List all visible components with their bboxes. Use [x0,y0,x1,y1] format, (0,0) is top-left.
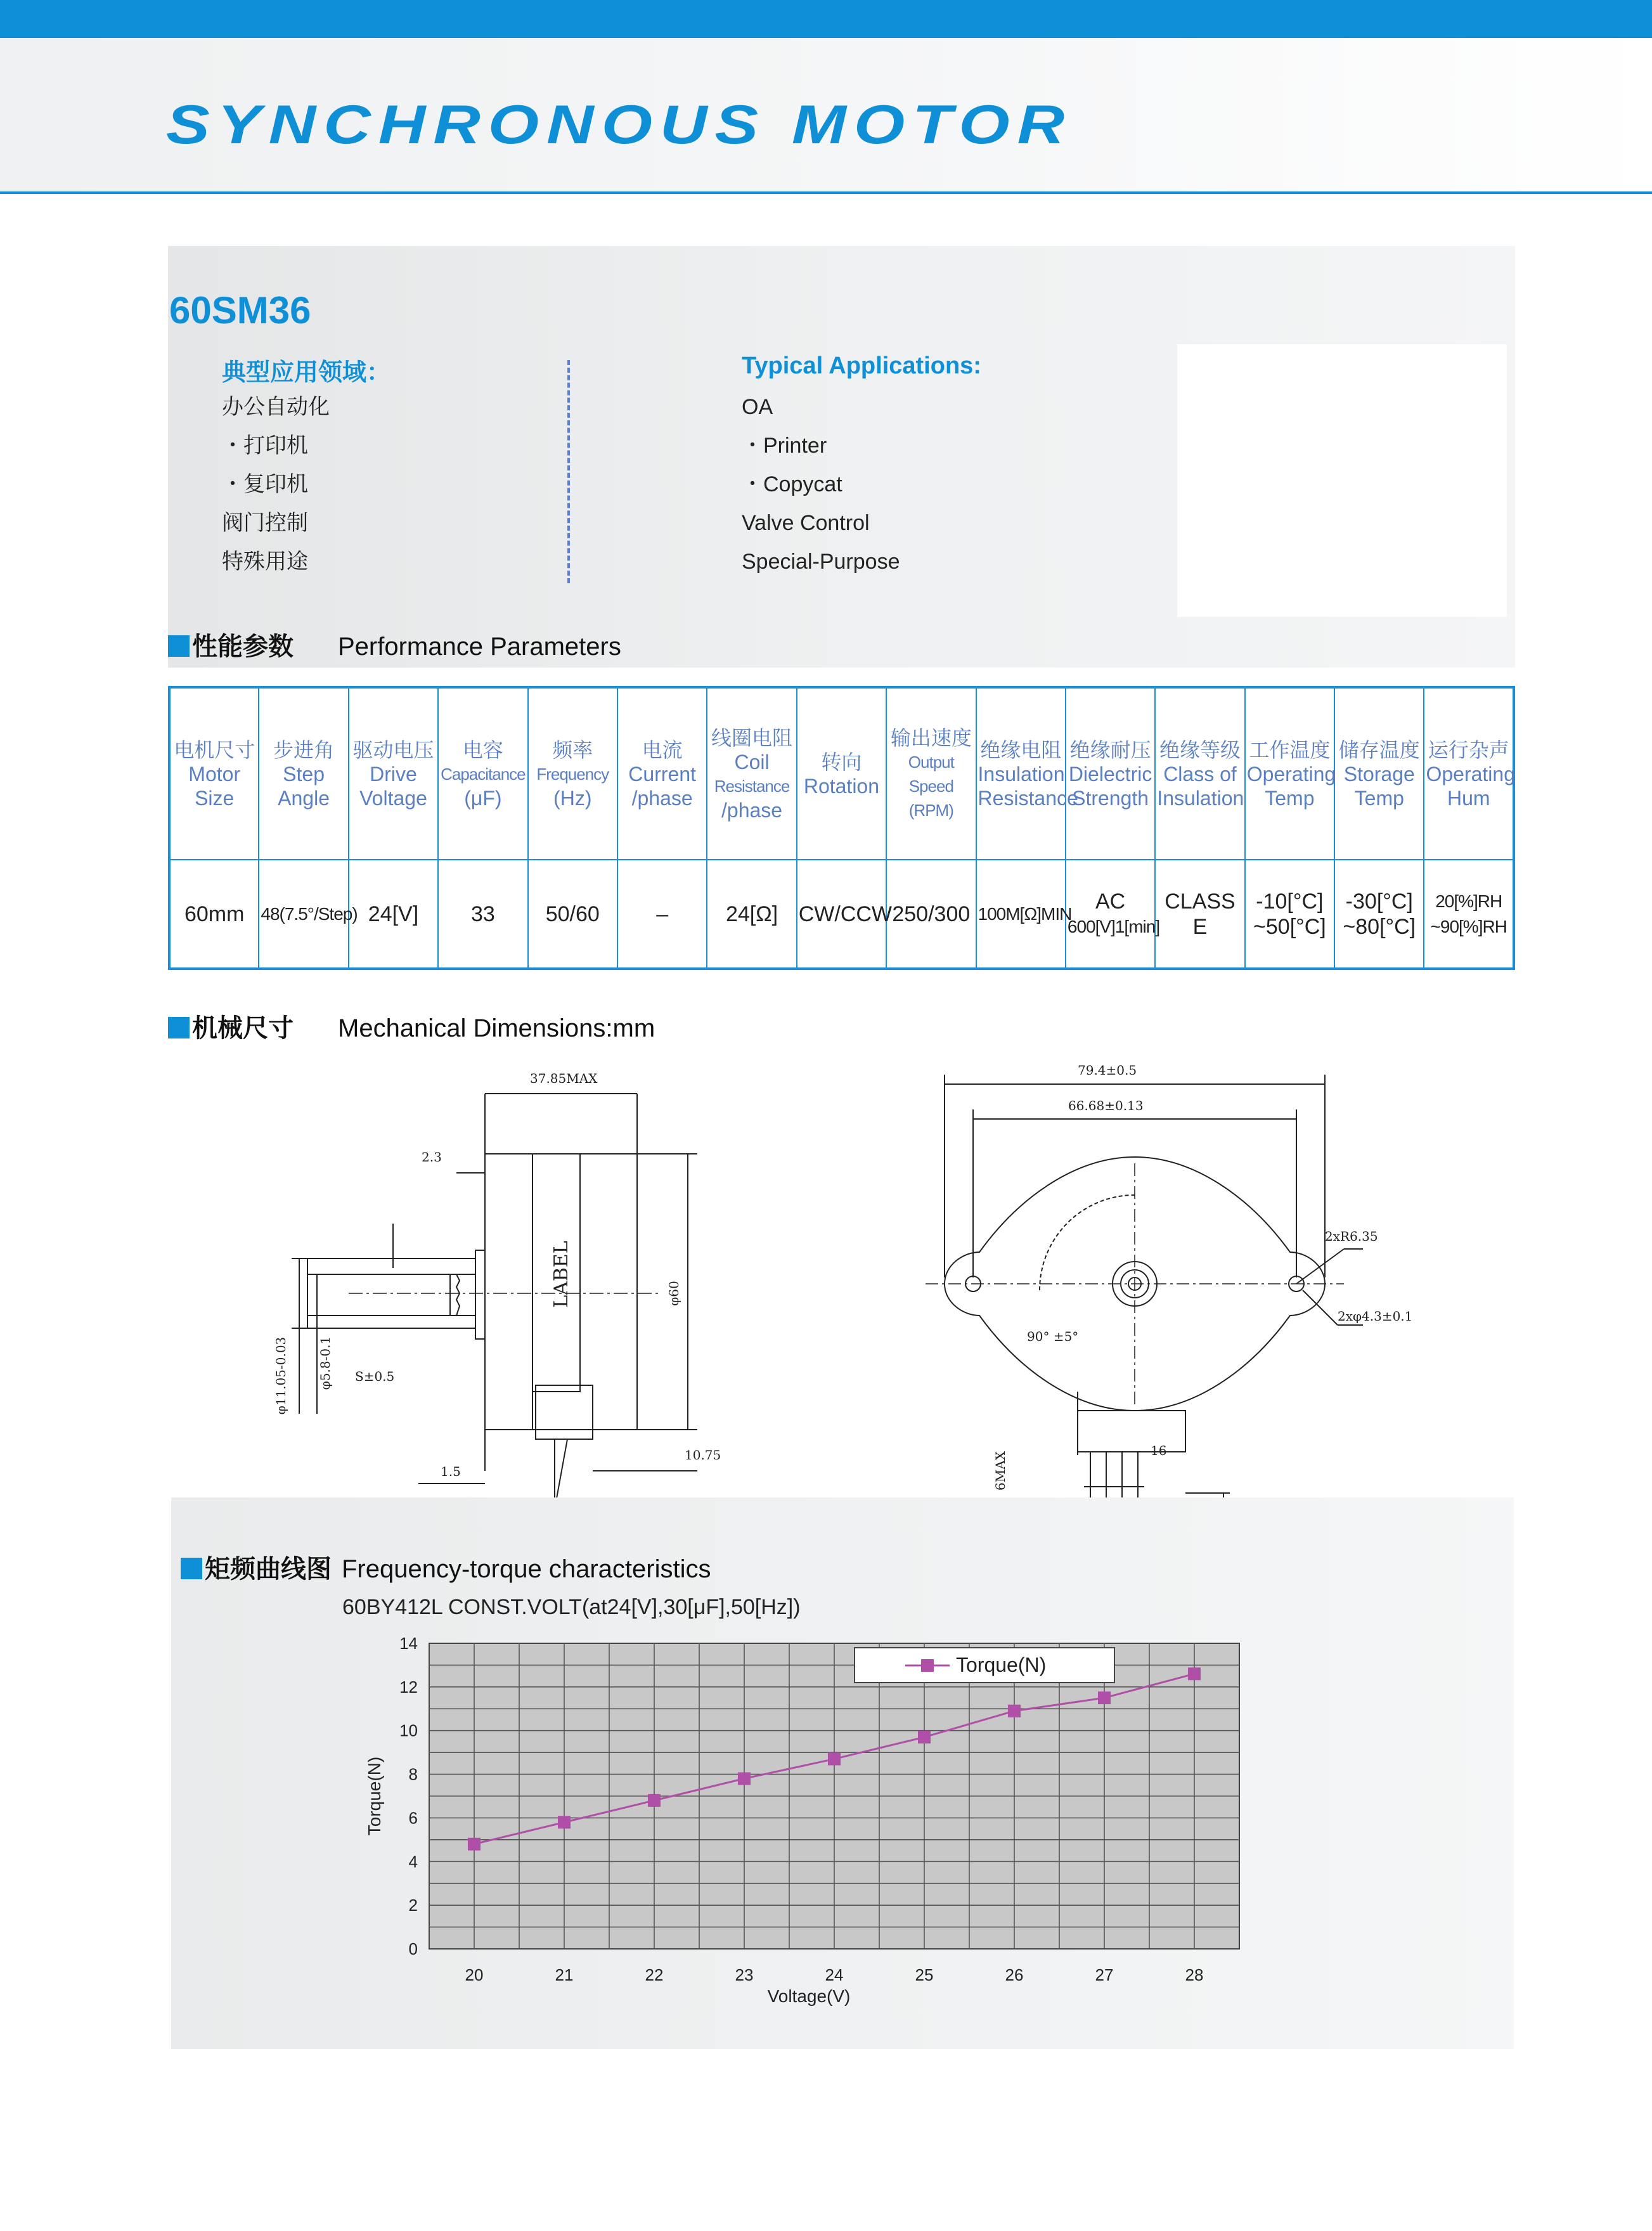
header-line: 工作温度 [1249,738,1331,761]
x-tick-label: 21 [555,1965,574,1984]
data-point [1188,1667,1201,1680]
table-header-cell [976,687,1078,860]
x-axis-label: Voltage(V) [767,1986,851,2006]
header-line: Storage [1343,762,1415,786]
application-item: Valve Control [742,511,870,535]
data-point [648,1794,661,1807]
header-line: Dielectric [1068,762,1152,786]
data-point [738,1772,751,1785]
header-line: Drive [370,762,417,786]
table-header-cell [1155,687,1244,860]
table-cell [707,860,796,969]
dim-16: 16 [1151,1443,1167,1458]
cell-line: 24[V] [368,902,419,926]
cell-line: -30[°C] [1345,889,1413,914]
table-cell [169,860,259,969]
header-line: Strength [1072,786,1149,810]
y-tick-label: 12 [399,1677,418,1697]
application-item: ・打印机 [222,434,308,458]
header-line: Hum [1447,786,1490,810]
table-cell [438,860,527,969]
cell-line: ~50[°C] [1253,914,1326,939]
header-line: Frequency [536,764,609,784]
table-cell [259,860,358,969]
dim-length: 37.85MAX [530,1071,598,1086]
table-header-row [169,687,1514,860]
header-line: 绝缘耐压 [1069,738,1151,761]
x-tick-label: 20 [465,1965,484,1984]
y-tick-label: 10 [399,1721,418,1740]
header-line: 电流 [642,738,683,761]
x-tick-label: 24 [825,1965,844,1984]
header-line: Capacitance [441,764,526,784]
model-code: 60SM36 [169,289,311,332]
table-header-cell [617,687,707,860]
y-tick-label: 2 [408,1896,418,1915]
header-line: /phase [721,798,783,822]
header-line: 运行杂声 [1428,738,1509,761]
cell-line: 100M[Ω]MIN [978,903,1072,924]
data-point [1008,1705,1021,1717]
applications-title-en: Typical Applications: [742,352,981,379]
front-view-drawing [926,1049,1445,1575]
data-point [468,1838,481,1851]
table-cell [617,860,707,969]
header-line: Insulation [978,762,1065,786]
header-line: Current [628,762,696,786]
header-line: 转向 [821,750,862,773]
x-tick-label: 22 [645,1965,664,1984]
header-line: Size [195,786,235,810]
applications-list-en [742,388,900,581]
label-text: LABEL [550,1241,572,1308]
header-line: Coil [734,750,770,773]
legend-label: Torque(N) [956,1653,1047,1676]
torque-chart [342,1629,1268,2035]
header-line: 频率 [552,738,593,761]
header-line: (Hz) [553,786,592,810]
cell-line: 33 [470,902,495,926]
performance-table [168,686,1515,970]
header-line: 输出速度 [890,726,972,749]
section-marker [181,1558,202,1579]
header-line: (μF) [464,786,502,810]
table-cell [528,860,617,969]
table-row [169,860,1514,969]
data-point [558,1816,571,1828]
header-line: 电容 [462,738,503,761]
y-tick-label: 0 [408,1939,418,1958]
dim-6max: 6MAX [993,1451,1008,1491]
header-line: Class of [1163,762,1237,786]
cell-line: 24[Ω] [725,902,778,926]
cell-line: – [656,902,669,926]
data-point [918,1731,931,1743]
header-line: Operating [1246,762,1336,786]
cell-line: 20[%]RH [1435,891,1502,911]
dim-hole-diameter: 2xφ4.3±0.1 [1338,1309,1413,1324]
header-line: Temp [1354,786,1404,810]
x-tick-label: 23 [735,1965,754,1984]
table-cell [1424,860,1514,969]
table-header-cell [438,687,527,860]
dashed-divider [567,360,570,583]
application-item: Special-Purpose [742,550,900,574]
data-point [1098,1691,1111,1704]
table-header-cell [259,687,348,860]
table-header-cell [797,687,886,860]
side-view-drawing [266,1065,735,1509]
table-cell [797,860,893,969]
frequency-torque-section-title: 矩频曲线图 Frequency-torque characteristics [181,1549,711,1585]
cell-line: 600[V]1[min] [1067,916,1160,936]
table-header-cell [886,687,976,860]
application-item: 阀门控制 [222,511,308,535]
dim-diameter: φ60 [666,1281,681,1306]
table-header-cell [1066,687,1155,860]
cell-line: -10[°C] [1256,889,1324,914]
page-title: SYNCHRONOUS MOTOR [166,94,1073,155]
table-cell [976,860,1072,969]
section-marker [168,635,190,657]
cell-line: CLASS E [1165,889,1236,939]
header-line: 线圈电阻 [711,726,793,749]
performance-section-title: 性能参数 Performance Parameters [168,626,621,663]
table-header-cell [707,687,796,860]
application-item: 办公自动化 [222,395,330,419]
table-header-cell [349,687,438,860]
cell-line: 48(7.5°/Step) [261,903,358,924]
product-photo-placeholder [1177,344,1507,617]
dim-angle: 90° ±5° [1027,1329,1079,1344]
dim-radius: 2xR6.35 [1325,1229,1378,1244]
header-line: Operating [1426,762,1515,786]
x-tick-label: 27 [1095,1965,1114,1984]
header-line: 储存温度 [1338,738,1420,761]
header-line: Angle [278,786,330,810]
table-cell [1245,860,1334,969]
table-cell [886,860,976,969]
table-cell [349,860,438,969]
header-line: Step [283,762,325,786]
cell-line: ~80[°C] [1343,914,1416,939]
table-header-cell [169,687,259,860]
cell-line: 50/60 [545,902,600,926]
application-item: OA [742,395,773,419]
y-axis-label: Torque(N) [365,1756,384,1836]
dim-10-75: 10.75 [685,1447,721,1463]
header-line: (RPM) [908,800,953,820]
top-accent-bar [0,0,1652,38]
y-tick-label: 4 [408,1852,418,1872]
dim-shaft-flat: φ5.8-0.1 [318,1336,333,1390]
dim-shaft-diameter: φ11.05-0.03 [273,1336,288,1415]
cell-line: ~90[%]RH [1430,916,1507,936]
x-tick-label: 25 [915,1965,934,1984]
applications-title-cn: 典型应用领域： [222,359,391,386]
header-line: 电机尺寸 [174,738,255,761]
table-cell [1155,860,1244,969]
header-line: 步进角 [273,738,335,761]
header-line: 绝缘电阻 [980,738,1062,761]
y-tick-label: 8 [408,1764,418,1784]
header-line: Temp [1265,786,1315,810]
table-header-cell [1245,687,1334,860]
header-line: Insulation [1157,786,1244,810]
table-header-cell [1334,687,1424,860]
header-line: Voltage [359,786,427,810]
header-line: Resistance [978,786,1078,810]
application-item: ・Copycat [742,472,842,496]
section-marker [168,1017,190,1038]
application-item: ・Printer [742,434,827,458]
table-header-cell [528,687,617,860]
y-tick-label: 6 [408,1808,418,1828]
header-line: Rotation [803,774,880,798]
cell-line: 250/300 [892,902,971,926]
header-line: Resistance [714,776,790,796]
dim-flat: S±0.5 [355,1369,395,1384]
dim-hole-spacing: 66.68±0.13 [1068,1098,1144,1113]
dim-overall: 79.4±0.5 [1078,1063,1137,1078]
cell-line: AC [1095,889,1126,914]
application-item: 特殊用途 [222,550,308,574]
header-line: Motor [188,762,241,786]
header-line: Output Speed [908,752,954,796]
applications-list-cn [222,388,330,581]
header-line: /phase [631,786,693,810]
legend-marker [921,1659,934,1672]
header-divider [0,191,1652,194]
y-tick-label: 14 [399,1634,418,1653]
application-item: ・复印机 [222,472,308,496]
x-tick-label: 26 [1005,1965,1024,1984]
mechanical-section-title: 机械尺寸 Mechanical Dimensions:mm [168,1008,655,1044]
table-cell [1334,860,1424,969]
dim-1-5: 1.5 [441,1464,461,1479]
chart-subtitle: 60BY412L CONST.VOLT(at24[V],30[μF],50[Hz]) [342,1595,801,1619]
x-tick-label: 28 [1185,1965,1204,1984]
cell-line: CW/CCW [798,902,893,926]
table-cell [1066,860,1160,969]
table-header-cell [1424,687,1514,860]
dim-flange: 2.3 [422,1149,442,1165]
header-line: 驱动电压 [352,738,434,761]
data-point [828,1752,841,1765]
header-line: 绝缘等级 [1159,738,1241,761]
cell-line: 60mm [184,902,245,926]
